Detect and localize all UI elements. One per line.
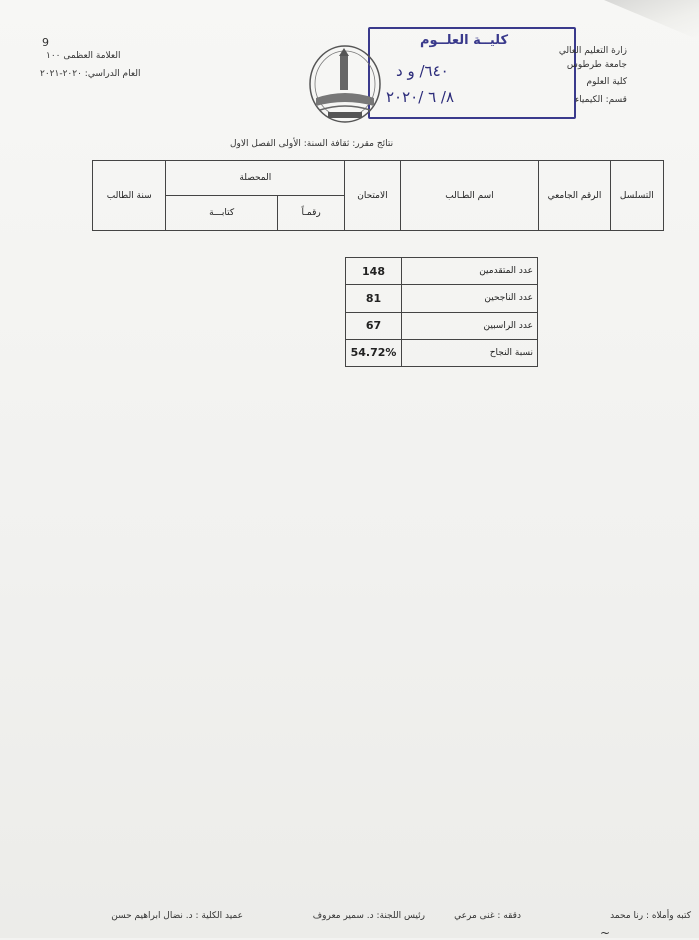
stat-value: 148 xyxy=(346,258,402,285)
university-line: جامعة طرطوس xyxy=(566,60,627,70)
statistics-table xyxy=(345,257,538,367)
checked-by: دققه : غنى مرعي xyxy=(454,911,521,921)
folded-corner xyxy=(604,0,699,40)
page-number: 9 xyxy=(42,36,49,49)
department-line: قسم: الكيمياء xyxy=(574,95,627,105)
stat-row xyxy=(346,285,538,312)
stat-row xyxy=(346,312,538,339)
handwritten-date: ٨/ ٦ /٢٠٢٠ xyxy=(386,88,455,106)
col-numeric: رقمـاً xyxy=(277,196,344,231)
stat-row xyxy=(346,339,538,366)
ministry-line: زارة التعليم العالي xyxy=(558,46,627,56)
stat-value: 81 xyxy=(346,285,402,312)
stat-label: عدد الراسبين xyxy=(402,312,538,339)
results-table-header xyxy=(92,160,664,231)
stat-value: 54.72% xyxy=(346,339,402,366)
max-mark: العلامة العظمى ١٠٠ xyxy=(46,51,121,61)
stat-row xyxy=(346,258,538,285)
col-exam: الامتحان xyxy=(345,161,400,231)
course-info: نتائج مقرر: ثقافة السنة: الأولى الفصل الاول xyxy=(230,139,394,149)
col-serial: التسلسل xyxy=(610,161,663,231)
col-written: كتابـــة xyxy=(166,196,278,231)
col-student-year: سنة الطالب xyxy=(93,161,166,231)
written-by: كتبه وأملاه : رنا محمد xyxy=(610,911,691,921)
committee-head: رئيس اللجنة: د. سمير معروف xyxy=(312,911,425,921)
stat-label: عدد الناجحين xyxy=(402,285,538,312)
faculty-line: كلية العلوم xyxy=(586,77,627,87)
handwritten-reference: ٦٤٠/ و د xyxy=(396,62,449,80)
university-logo xyxy=(306,40,384,124)
signature-mark: ~ xyxy=(600,926,611,940)
stamp-title: كليــة العلــوم xyxy=(420,33,509,48)
stat-label: نسبة النجاح xyxy=(402,339,538,366)
stat-label: عدد المتقدمين xyxy=(402,258,538,285)
academic-year: العام الدراسي: ٢٠٢٠-٢٠٢١ xyxy=(40,69,141,79)
col-university-id: الرقم الجامعي xyxy=(539,161,610,231)
col-student-name: اسم الطـالب xyxy=(400,161,539,231)
stat-value: 67 xyxy=(346,312,402,339)
dean: عميد الكلية : د. نضال ابراهيم حسن xyxy=(111,911,243,921)
col-obtained: المحصلة xyxy=(166,161,345,196)
